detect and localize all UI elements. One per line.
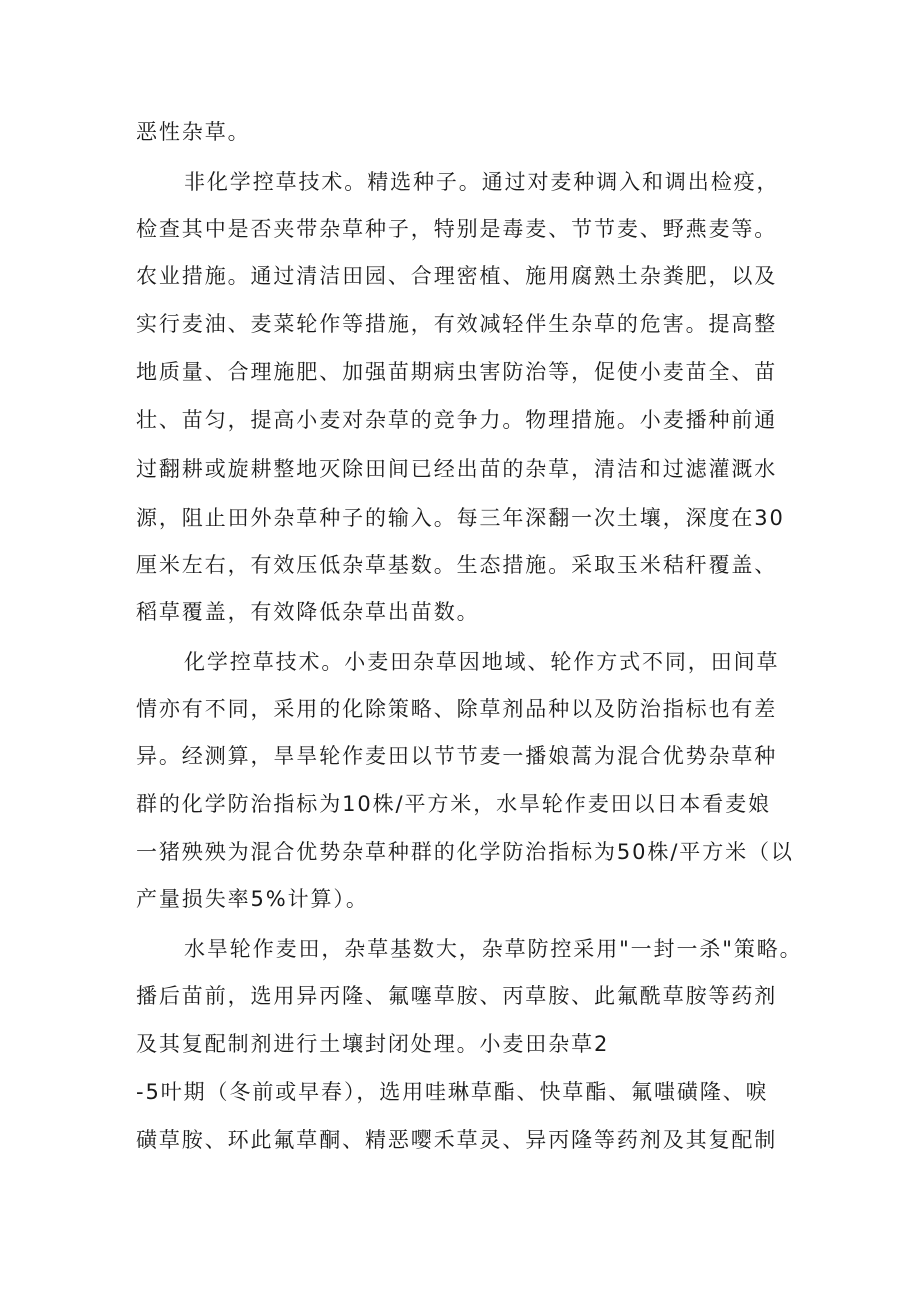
text-line: -5叶期（冬前或早春），选用哇琳草酯、快草酯、氟嗤磺隆、唳 — [136, 1080, 769, 1104]
text-line: 情亦有不同，采用的化除策略、除草剂品种以及防治指标也有差 — [136, 697, 778, 721]
text-line: 异。经测算，旱旱轮作麦田以节节麦一播娘蒿为混合优势杂草种 — [136, 744, 778, 768]
text-line: 恶性杂草。 — [136, 120, 251, 144]
text-line: 源，阻止田外杂草种子的输入。每三年深翻一次土壤，深度在30 — [136, 506, 785, 530]
text-line: 实行麦油、麦菜轮作等措施，有效减轻伴生杂草的危害。提高整 — [136, 312, 778, 336]
text-line: 稻草覆盖，有效降低杂草出苗数。 — [136, 600, 480, 624]
text-line: 及其复配制剂进行土壤封闭处理。小麦田杂草2 — [136, 1032, 610, 1056]
text-line: 一猪殃殃为混合优势杂草种群的化学防治指标为50株/平方米（以 — [136, 840, 794, 864]
text-line: 厘米左右，有效压低杂草基数。生态措施。采取玉米秸秆覆盖、 — [136, 553, 778, 577]
text-line: 过翻耕或旋耕整地灭除田间已经出苗的杂草，清洁和过滤灌溉水 — [136, 457, 778, 481]
text-line: 播后苗前，选用异丙隆、氟噻草胺、丙草胺、此氟酰草胺等药剂 — [136, 984, 778, 1008]
paragraph-start-line: 化学控草技术。小麦田杂草因地域、轮作方式不同，田间草 — [184, 650, 780, 674]
text-line: 产量损失率5%计算）。 — [136, 887, 369, 911]
text-line: 群的化学防治指标为10株/平方米，水旱轮作麦田以日本看麦娘 — [136, 792, 771, 816]
text-line: 检查其中是否夹带杂草种子，特别是毒麦、节节麦、野燕麦等。 — [136, 217, 778, 241]
text-line: 农业措施。通过清洁田园、合理密植、施用腐熟土杂粪肥，以及 — [136, 264, 778, 288]
text-line: 壮、苗匀，提高小麦对杂草的竞争力。物理措施。小麦播种前通 — [136, 408, 778, 432]
paragraph-start-line: 非化学控草技术。精选种子。通过对麦种调入和调出检疫， — [184, 170, 780, 194]
text-line: 磺草胺、环此氟草酮、精恶嘤禾草灵、异丙隆等药剂及其复配制 — [136, 1128, 778, 1152]
paragraph-start-line: 水旱轮作麦田，杂草基数大，杂草防控采用"一封一杀"策略。 — [184, 937, 803, 961]
text-line: 地质量、合理施肥、加强苗期病虫害防治等，促使小麦苗全、苗 — [136, 360, 778, 384]
